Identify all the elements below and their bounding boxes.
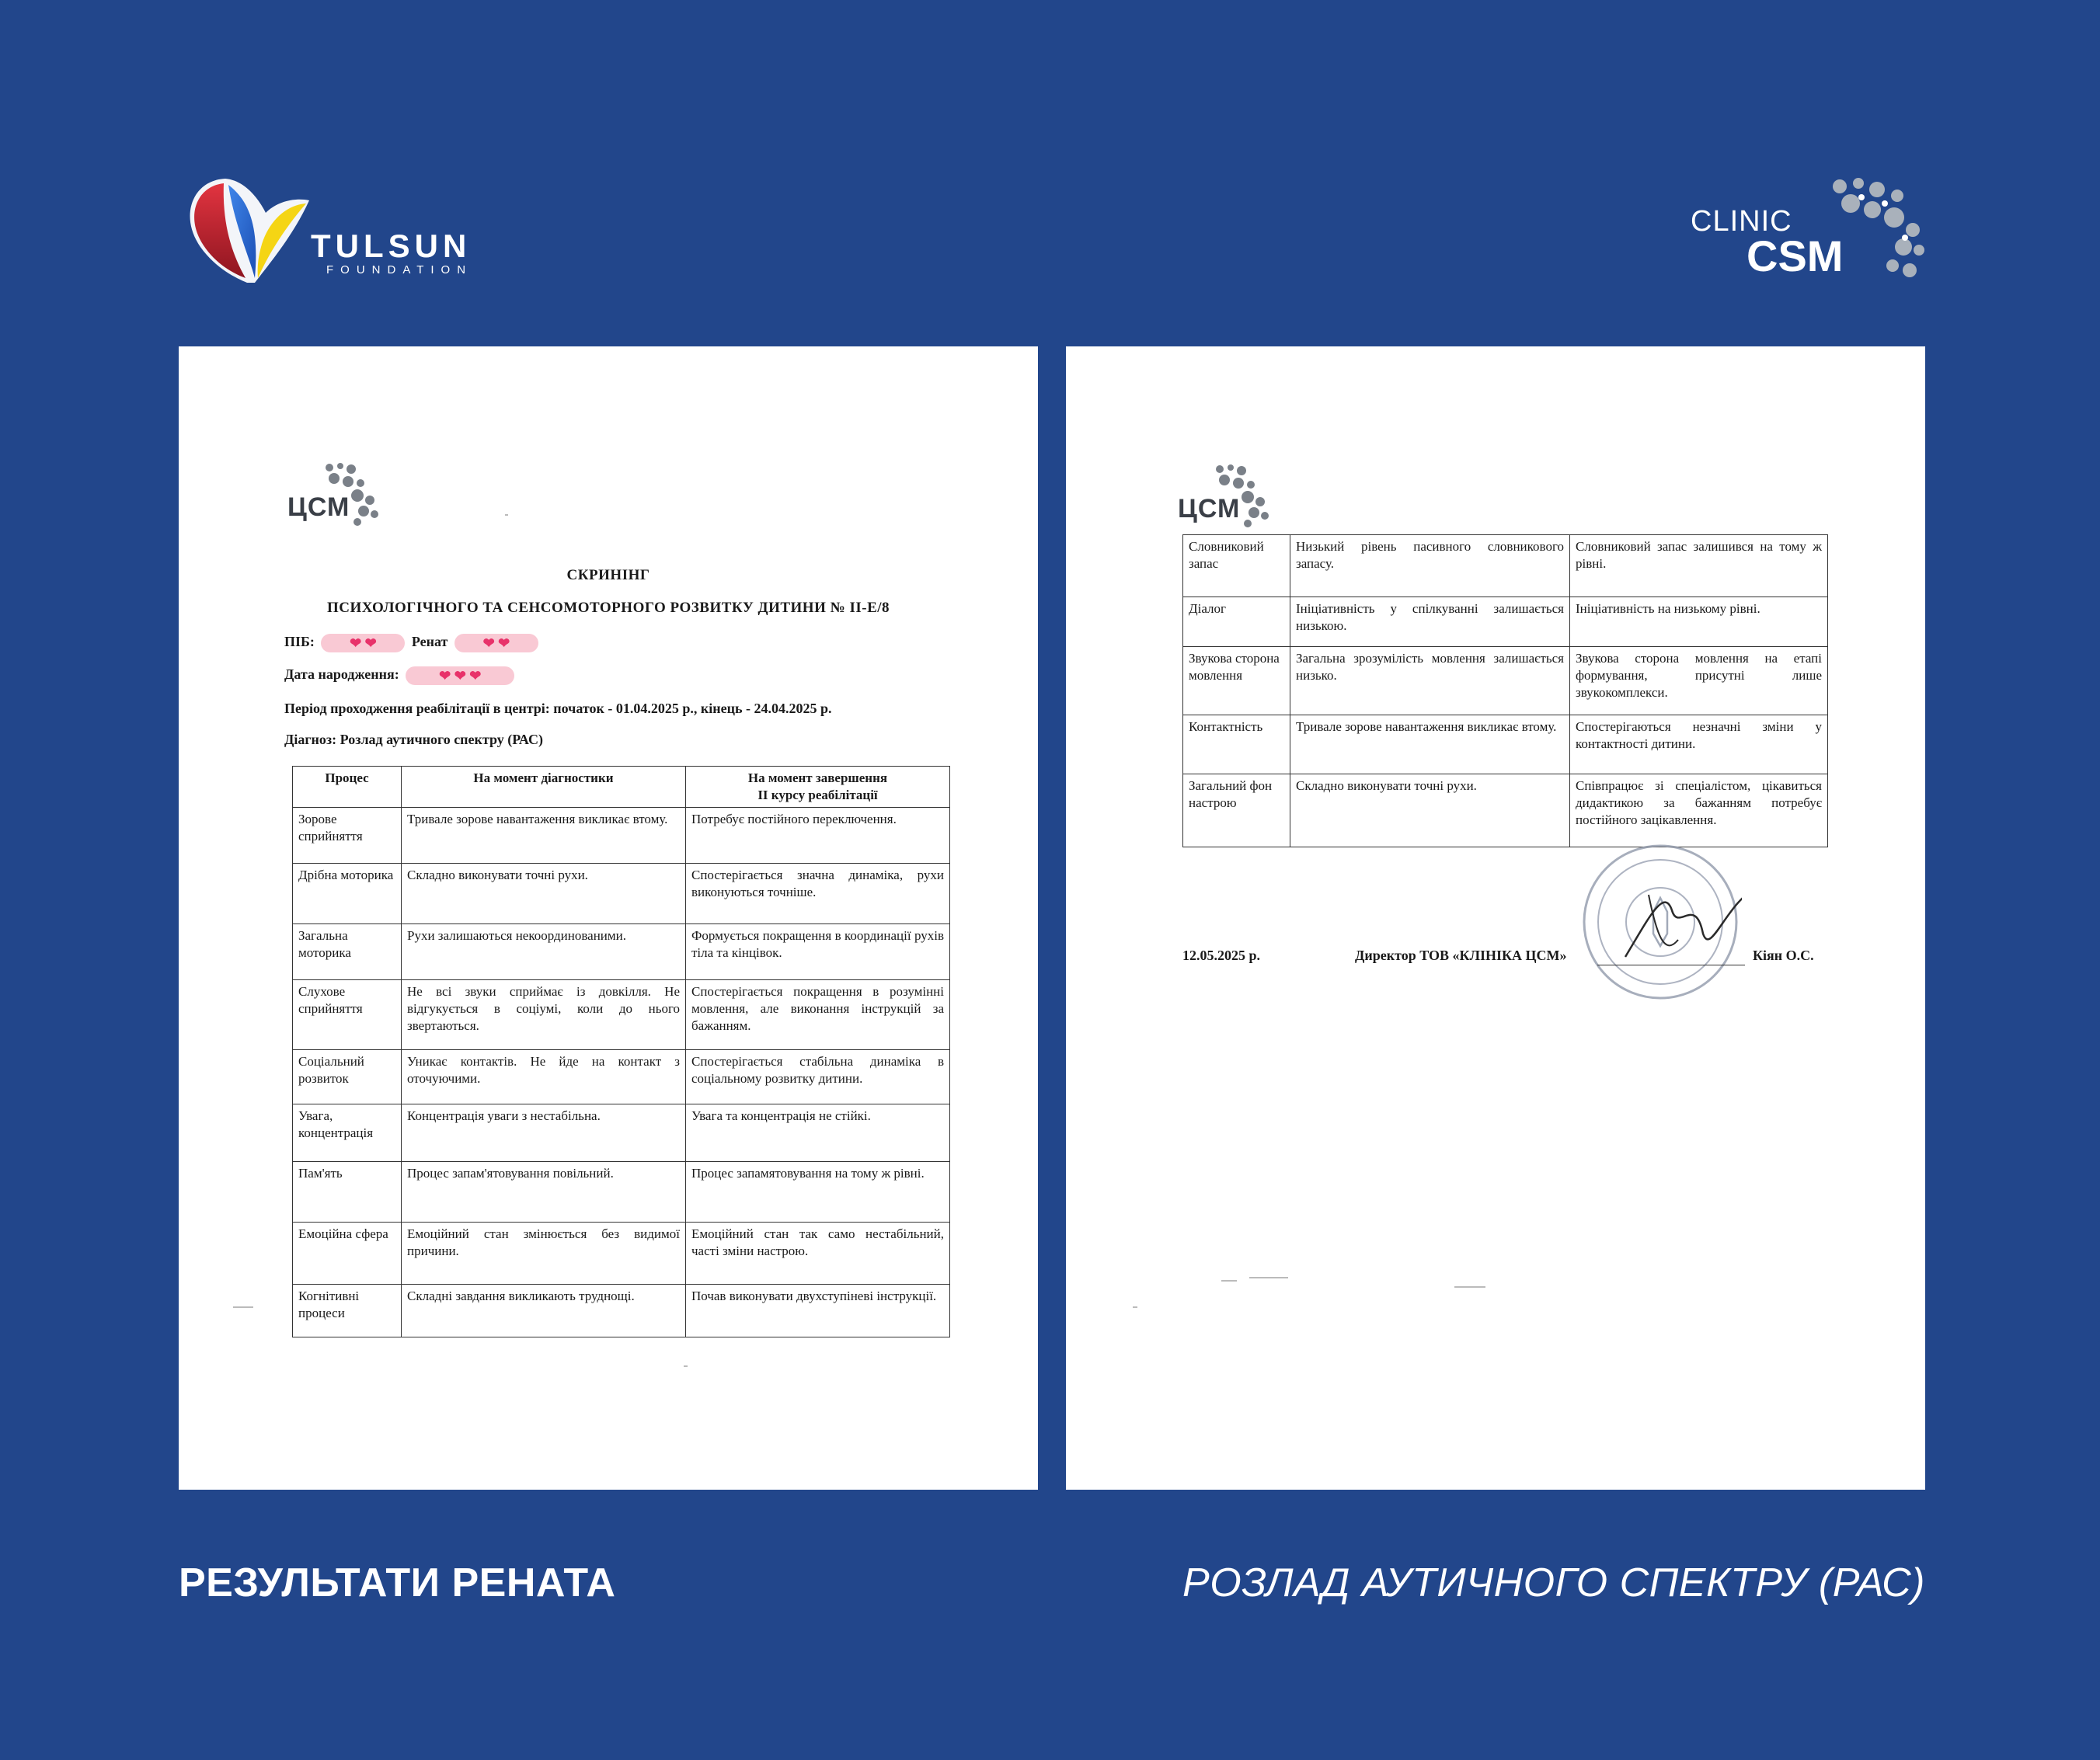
column-header: На момент діагностики [402,767,686,808]
completion-cell: Спостерігається покращення в розумінні мовлення, але виконання інструкцій за бажанням. [686,980,950,1050]
diagnostic-cell: Процес запам'ятовування повільний. [402,1162,686,1223]
diagnostic-cell: Тривале зорове навантаження викликає втому. [402,808,686,864]
redacted-dob: ❤ ❤ ❤ [406,666,514,685]
scan-speck [1249,1277,1288,1278]
screening-sheet-page-1 [179,346,1038,1490]
table-row [1183,597,1828,647]
pib-line [284,634,542,652]
dob-line [284,666,517,685]
process-cell: Контактність [1183,715,1290,774]
caption-diagnosis: РОЗЛАД АУТИЧНОГО СПЕКТРУ (РАС) [1182,1560,1925,1605]
director-title: Директор ТОВ «КЛІНІКА ЦСМ» [1355,948,1567,963]
table-row [293,1223,950,1285]
director-name: Кіян О.С. [1753,948,1814,963]
pib-name: Ренат [411,634,448,650]
completion-cell: Почав виконувати двухступіневі інструкції. [686,1285,950,1337]
scan-speck [1133,1306,1137,1308]
diagnostic-cell: Уникає контактів. Не йде на контакт з оточуючими. [402,1050,686,1104]
completion-cell: Процес запамятовування на тому ж рівні. [686,1162,950,1223]
completion-cell: Спостерігаються незначні зміни у контактності дитини. [1570,715,1828,774]
diagnostic-cell: Рухи залишаються некоординованими. [402,924,686,980]
tulsun-name: TULSUN [311,228,472,264]
table-row [293,864,950,924]
process-cell: Слухове сприйняття [293,980,402,1050]
diagnosis-line: Діагноз: Розлад аутичного спектру (РАС) [284,732,544,747]
diagnostic-cell: Концентрація уваги з нестабільна. [402,1104,686,1162]
caption-results: РЕЗУЛЬТАТИ РЕНАТА [179,1560,616,1605]
table-row [1183,774,1828,847]
pib-label: ПІБ: [284,634,315,650]
completion-cell: Емоційний стан так само нестабільний, часті зміни настрою. [686,1223,950,1285]
table-row [293,1050,950,1104]
table-row [293,1162,950,1223]
redacted-surname: ❤ ❤ [321,634,405,652]
screening-sheet-page-2 [1066,346,1925,1490]
csm-doc-logo-text: ЦСМ [1178,494,1241,523]
completion-cell: Формується покращення в координації рухів тіла та кінцівок. [686,924,950,980]
diagnostic-cell: Низький рівень пасивного словникового запасу. [1290,535,1570,597]
tulsun-subtitle: FOUNDATION [326,263,473,277]
column-header: Процес [293,767,402,808]
diagnostic-cell: Загальна зрозумілість мовлення залишається низько. [1290,647,1570,715]
scan-speck [1454,1286,1485,1288]
completion-cell: Звукова сторона мовлення на етапі формування, присутні лише звукокомплекси. [1570,647,1828,715]
process-cell: Загальний фон настрою [1183,774,1290,847]
table-row [1183,647,1828,715]
table-row [293,1285,950,1337]
completion-cell: Співпрацює зі спеціалістом, цікавиться дидактикою за бажанням потребує постійного зацікавлення. [1570,774,1828,847]
process-cell: Загальна моторика [293,924,402,980]
completion-cell: Потребує постійного переключення. [686,808,950,864]
screening-table-page-1 [292,766,950,1337]
screening-table-page-2 [1182,534,1828,847]
clinic-label: CLINIC [1691,205,1792,238]
csm-doc-logo-text: ЦСМ [287,492,350,522]
table-row [293,924,950,980]
process-cell: Емоційна сфера [293,1223,402,1285]
process-cell: Діалог [1183,597,1290,647]
diagnostic-cell: Складно виконувати точні рухи. [402,864,686,924]
process-cell: Увага, концентрація [293,1104,402,1162]
completion-cell: Увага та концентрація не стійкі. [686,1104,950,1162]
document-date: 12.05.2025 р. [1182,948,1261,963]
process-cell: Звукова сторона мовлення [1183,647,1290,715]
process-cell: Дрібна моторика [293,864,402,924]
scan-speck [684,1365,688,1367]
document-title: СКРИНІНГ [566,567,650,583]
table-row [293,980,950,1050]
scan-speck [1221,1280,1237,1282]
completion-cell: Словниковий запас залишився на тому ж рівні. [1570,535,1828,597]
table-header-row [293,767,950,808]
redacted-patronymic: ❤ ❤ [454,634,538,652]
completion-cell: Спостерігається стабільна динаміка в соціальному розвитку дитини. [686,1050,950,1104]
scan-speck [233,1306,253,1308]
diagnostic-cell: Тривале зорове навантаження викликає втому. [1290,715,1570,774]
table-row [293,1104,950,1162]
document-subtitle: ПСИХОЛОГІЧНОГО ТА СЕНСОМОТОРНОГО РОЗВИТКУ ДИТИНИ № II-Е/8 [326,600,890,616]
table-row [1183,535,1828,597]
scan-speck [505,514,508,516]
completion-cell: Ініціативність на низькому рівні. [1570,597,1828,647]
column-header: На момент завершення II курсу реабілітації [686,767,950,808]
process-cell: Пам'ять [293,1162,402,1223]
dob-label: Дата народження: [284,666,399,683]
process-cell: Когнітивні процеси [293,1285,402,1337]
completion-cell: Спостерігається значна динаміка, рухи виконуються точніше. [686,864,950,924]
diagnostic-cell: Емоційний стан змінюється без видимої причини. [402,1223,686,1285]
table-row [293,808,950,864]
csm-label: CSM [1747,231,1844,280]
diagnostic-cell: Не всі звуки сприймає із довкілля. Не відгукується в соціумі, коли до нього звертаються. [402,980,686,1050]
diagnostic-cell: Ініціативність у спілкуванні залишається низькою. [1290,597,1570,647]
process-cell: Зорове сприйняття [293,808,402,864]
period-line: Період проходження реабілітації в центрі: початок - 01.04.2025 р., кінець - 24.04.2025 р. [284,701,832,716]
clinic-seal-icon [1579,840,1742,1003]
process-cell: Соціальний розвиток [293,1050,402,1104]
diagnostic-cell: Складно виконувати точні рухи. [1290,774,1570,847]
process-cell: Словниковий запас [1183,535,1290,597]
table-row [1183,715,1828,774]
diagnostic-cell: Складні завдання викликають труднощі. [402,1285,686,1337]
